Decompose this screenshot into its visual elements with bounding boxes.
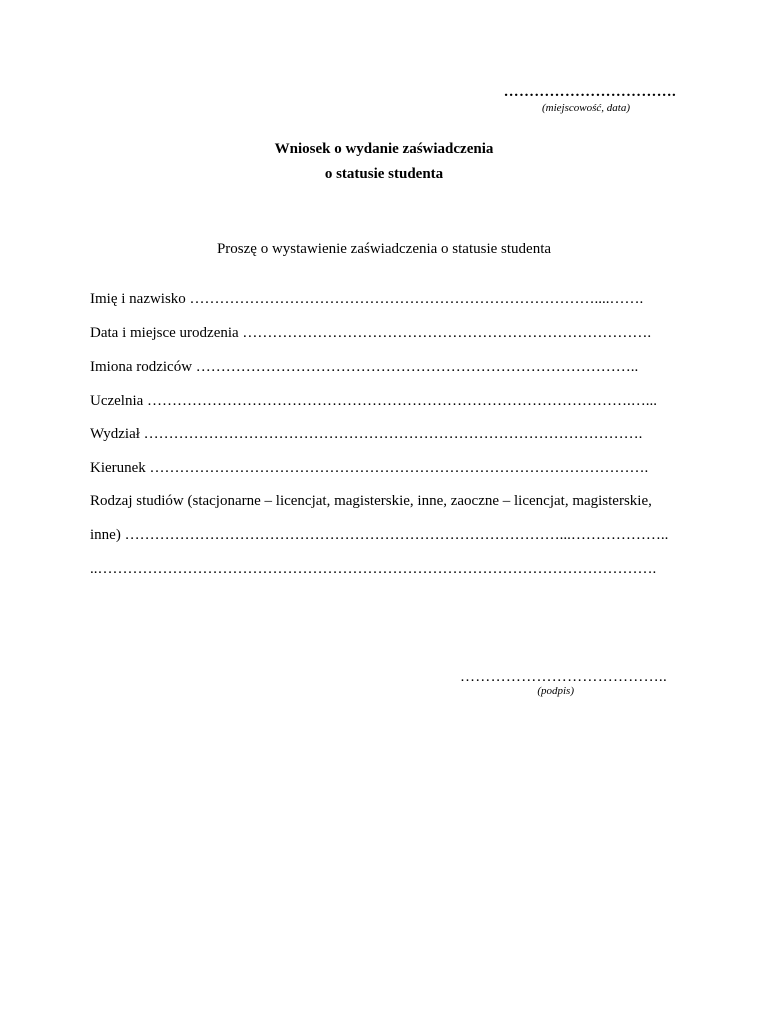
field-extra-line: ..…………………………………………………………………………………………………. xyxy=(90,561,657,577)
field-parents-names: Imiona rodziców …………………………………………………………………………….. xyxy=(90,359,639,375)
place-date-line: ……………………………. xyxy=(503,84,676,100)
field-faculty: Wydział ………………………………………………………………………………………. xyxy=(90,426,643,442)
place-date-caption: (miejscowość, data) xyxy=(542,102,630,114)
field-study-type-continued: inne) ……………………………………………………………………………...……………….. xyxy=(90,527,669,543)
document-title-line1: Wniosek o wydanie zaświadczenia xyxy=(274,141,494,157)
signature-caption: (podpis) xyxy=(537,685,574,697)
field-major: Kierunek ………………………………………………………………………………………. xyxy=(90,460,649,476)
request-sentence: Proszę o wystawienie zaświadczenia o statusie studenta xyxy=(216,241,552,257)
field-name: Imię i nazwisko ………………………………………………………………………....……. xyxy=(90,291,644,307)
field-study-type: Rodzaj studiów (stacjonarne – licencjat, magisterskie, inne, zaoczne – licencjat, magisterskie, xyxy=(90,493,652,509)
signature-line: ………………………………….. xyxy=(460,669,667,685)
field-birth-date-place: Data i miejsce urodzenia ………………………………………………………………………. xyxy=(90,325,652,341)
field-university: Uczelnia …………………………………………………………………………………….…... xyxy=(90,393,658,409)
document-title-line2: o statusie studenta xyxy=(324,166,444,182)
